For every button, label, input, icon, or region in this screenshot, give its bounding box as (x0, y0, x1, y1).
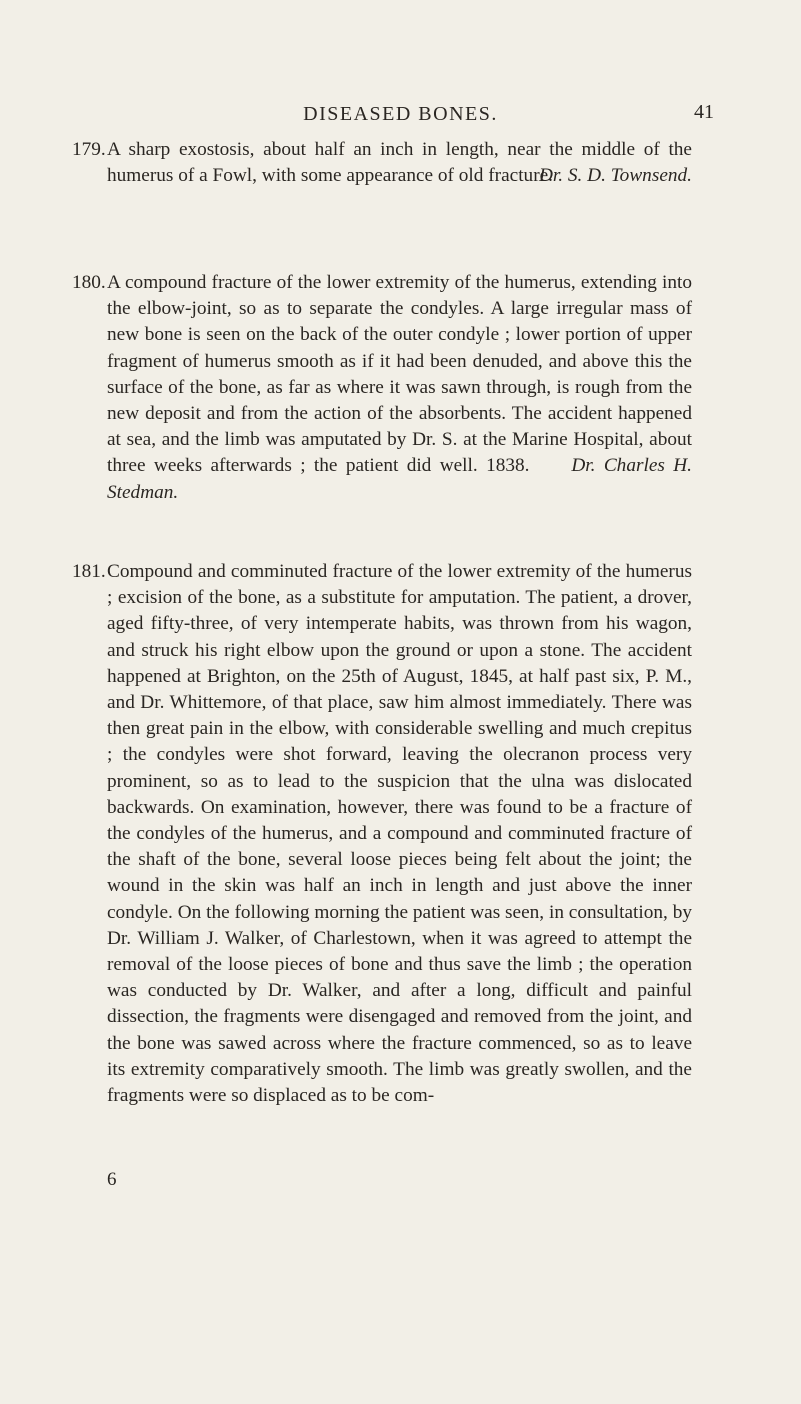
entry-number: 179. (72, 139, 106, 160)
entry-text: Compound and comminuted fracture of the lower extremity of the humerus ; excision of the bone, as a substitute for amputation. The patient, a drover, aged fifty-three, of very intemperate habits, was thrown from his wagon, and struck his right elbow upon the ground or upon a stone. The accident happened at Brighton, on the 25th of August, 1845, at half past six, P. M., and Dr. Whittemore, of that place, saw him almost immediately. There was then great pain in the elbow, with considerable swelling and much crepitus ; the condyles were shot forward, leaving the olecranon process very prominent, so as to lead to the suspicion that the ulna was dislocated backwards. On examination, however, there was found to be a fracture of the condyles of the humerus, and a compound and comminuted fracture of the shaft of the bone, several loose pieces being felt about the joint; the wound in the skin was half an inch in length and just above the inner condyle. On the following morning the patient was seen, in consultation, by Dr. William J. Walker, of Charlestown, when it was agreed to attempt the removal of the loose pieces of bone and thus save the limb ; the operation was conducted by Dr. Walker, and after a long, difficult and painful dissection, the fragments were disengaged and removed from the joint, and the bone was sawed across where the fracture commenced, so as to leave its extremity comparatively smooth. The limb was greatly swollen, and the fragments were so displaced as to be com- (107, 561, 692, 1107)
entry-author: Dr. Charles H. Stedman. (107, 455, 693, 503)
signature-mark: 6 (107, 1169, 117, 1190)
catalogue-entry-179 (72, 137, 692, 189)
page-number: 41 (694, 101, 714, 123)
catalogue-entry-181 (72, 559, 692, 1109)
running-title: DISEASED BONES. (303, 103, 498, 125)
entry-number: 181. (72, 561, 106, 582)
catalogue-entry-180 (72, 270, 692, 506)
entry-number: 180. (72, 272, 106, 293)
entry-text: A compound fracture of the lower extremity of the humerus, extending into the elbow-joint, so as to separate the condyles. A large irregular mass of new bone is seen on the back of the outer condyle ; lower portion of upper fragment of humerus smooth as if it had been denuded, and above this the surface of the bone, as far as where it was sawn through, is rough from the new deposit and from the action of the absorbents. The accident happened at sea, and the limb was amputated by Dr. S. at the Marine Hospital, about three weeks afterwards ; the patient did well. 1838. (107, 272, 692, 477)
entry-text: A sharp exostosis, about half an inch in length, near the middle of the humerus of a Fowl, with some appearance of old fracture. (107, 139, 692, 187)
entry-author: Dr. S. D. Townsend. (538, 165, 692, 187)
